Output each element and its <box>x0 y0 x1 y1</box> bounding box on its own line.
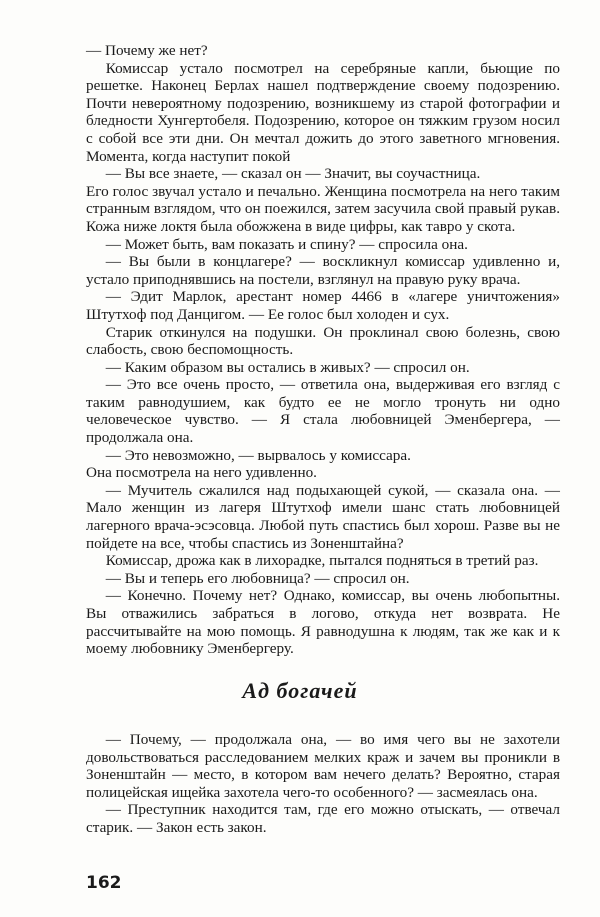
paragraph-18: — Преступник находится там, где его можно отыскать, — отвечал старик. — Закон есть закон. <box>86 801 560 836</box>
paragraph-5: — Может быть, вам показать и спину? — спросила она. <box>105 235 468 253</box>
paragraph-12: Она посмотрела на него удивленно. <box>86 464 317 482</box>
paragraph-7: — Эдит Марлок, арестант номер 4466 в «лагере уничтожения» Штутхоф под Данцигом. — Ее голос был холоден и сух. <box>86 288 560 323</box>
paragraph-1: — Почему же нет? <box>86 42 208 59</box>
main-text-section-1 <box>86 42 560 658</box>
paragraph-3: — Вы все знаете, — сказал он — Значит, вы соучастница. <box>105 165 481 183</box>
main-text-section-2 <box>86 731 560 837</box>
paragraph-10: — Это все очень просто, — ответила она, выдерживая его взгляд с таким равнодушием, как будто ее не могло тронуть ни одно человеческое чувство. — Я стала любовницей Эменбергера, — продолжала она. <box>86 376 560 447</box>
chapter-title: Ад богачей <box>242 678 358 703</box>
paragraph-4: Его голос звучал устало и печально. Женщина посмотрела на него таким странным взглядом, что он поежился, затем засучила свой правый рукав. Кожа ниже локтя была обожжена в виде цифры, как тавро у скота. <box>86 182 560 235</box>
paragraph-9: — Каким образом вы остались в живых? — спросил он. <box>105 358 470 376</box>
paragraph-14: Комиссар, дрожа как в лихорадке, пытался подняться в третий раз. <box>105 552 539 570</box>
paragraph-2: Комиссар устало посмотрел на серебряные капли, бьющие по решетке. Наконец Берлах нашел подтверждение своему подозрению. Почти невероятному подозрению, возникшему из старой фотографии и бледности Хунгертобеля. Подозрению, которое он тяжким грузом носил с собой все эти дни. Он мечтал дожить до этого заветного мгновения. Момента, когда наступит покой <box>86 59 560 165</box>
paragraph-15: — Вы и теперь его любовница? — спросил он. <box>105 569 410 587</box>
paragraph-13: — Мучитель сжалился над подыхающей сукой, — сказала она. — Мало женщин из лагеря Штутхоф имели шанс стать любовницей лагерного врача-эсэсовца. Любой путь спастись был хорош. Разве вы не пойдете на все, чтобы спастись из Зоненштайна? <box>86 481 560 552</box>
paragraph-17: — Почему, — продолжала она, — во имя чего вы не захотели довольствоваться расследованием мелких краж и зачем вы проникли в Зоненштайн — место, в котором вам нечего делать? Вероятно, старая полицейская ищейка захотела чего-то особенного? — засмеялась она. <box>86 731 560 801</box>
page-number: 162 <box>86 873 122 893</box>
paragraph-11: — Это невозможно, — вырвалось у комиссара. <box>105 446 411 464</box>
paragraph-6: — Вы были в концлагере? — воскликнул комиссар удивленно и, устало приподнявшись на постели, взглянул на правую руку врача. <box>86 253 560 288</box>
paragraph-8: Старик откинулся на подушки. Он проклинал свою болезнь, свою слабость, свою беспомощность. <box>86 323 560 359</box>
paragraph-16: — Конечно. Почему нет? Однако, комиссар, вы очень любопытны. Вы отважились забраться в логово, откуда нет возврата. Не рассчитывайте на мою помощь. Я равнодушна к людям, так же как и к моему любовнику Эменбергеру. <box>86 587 560 658</box>
